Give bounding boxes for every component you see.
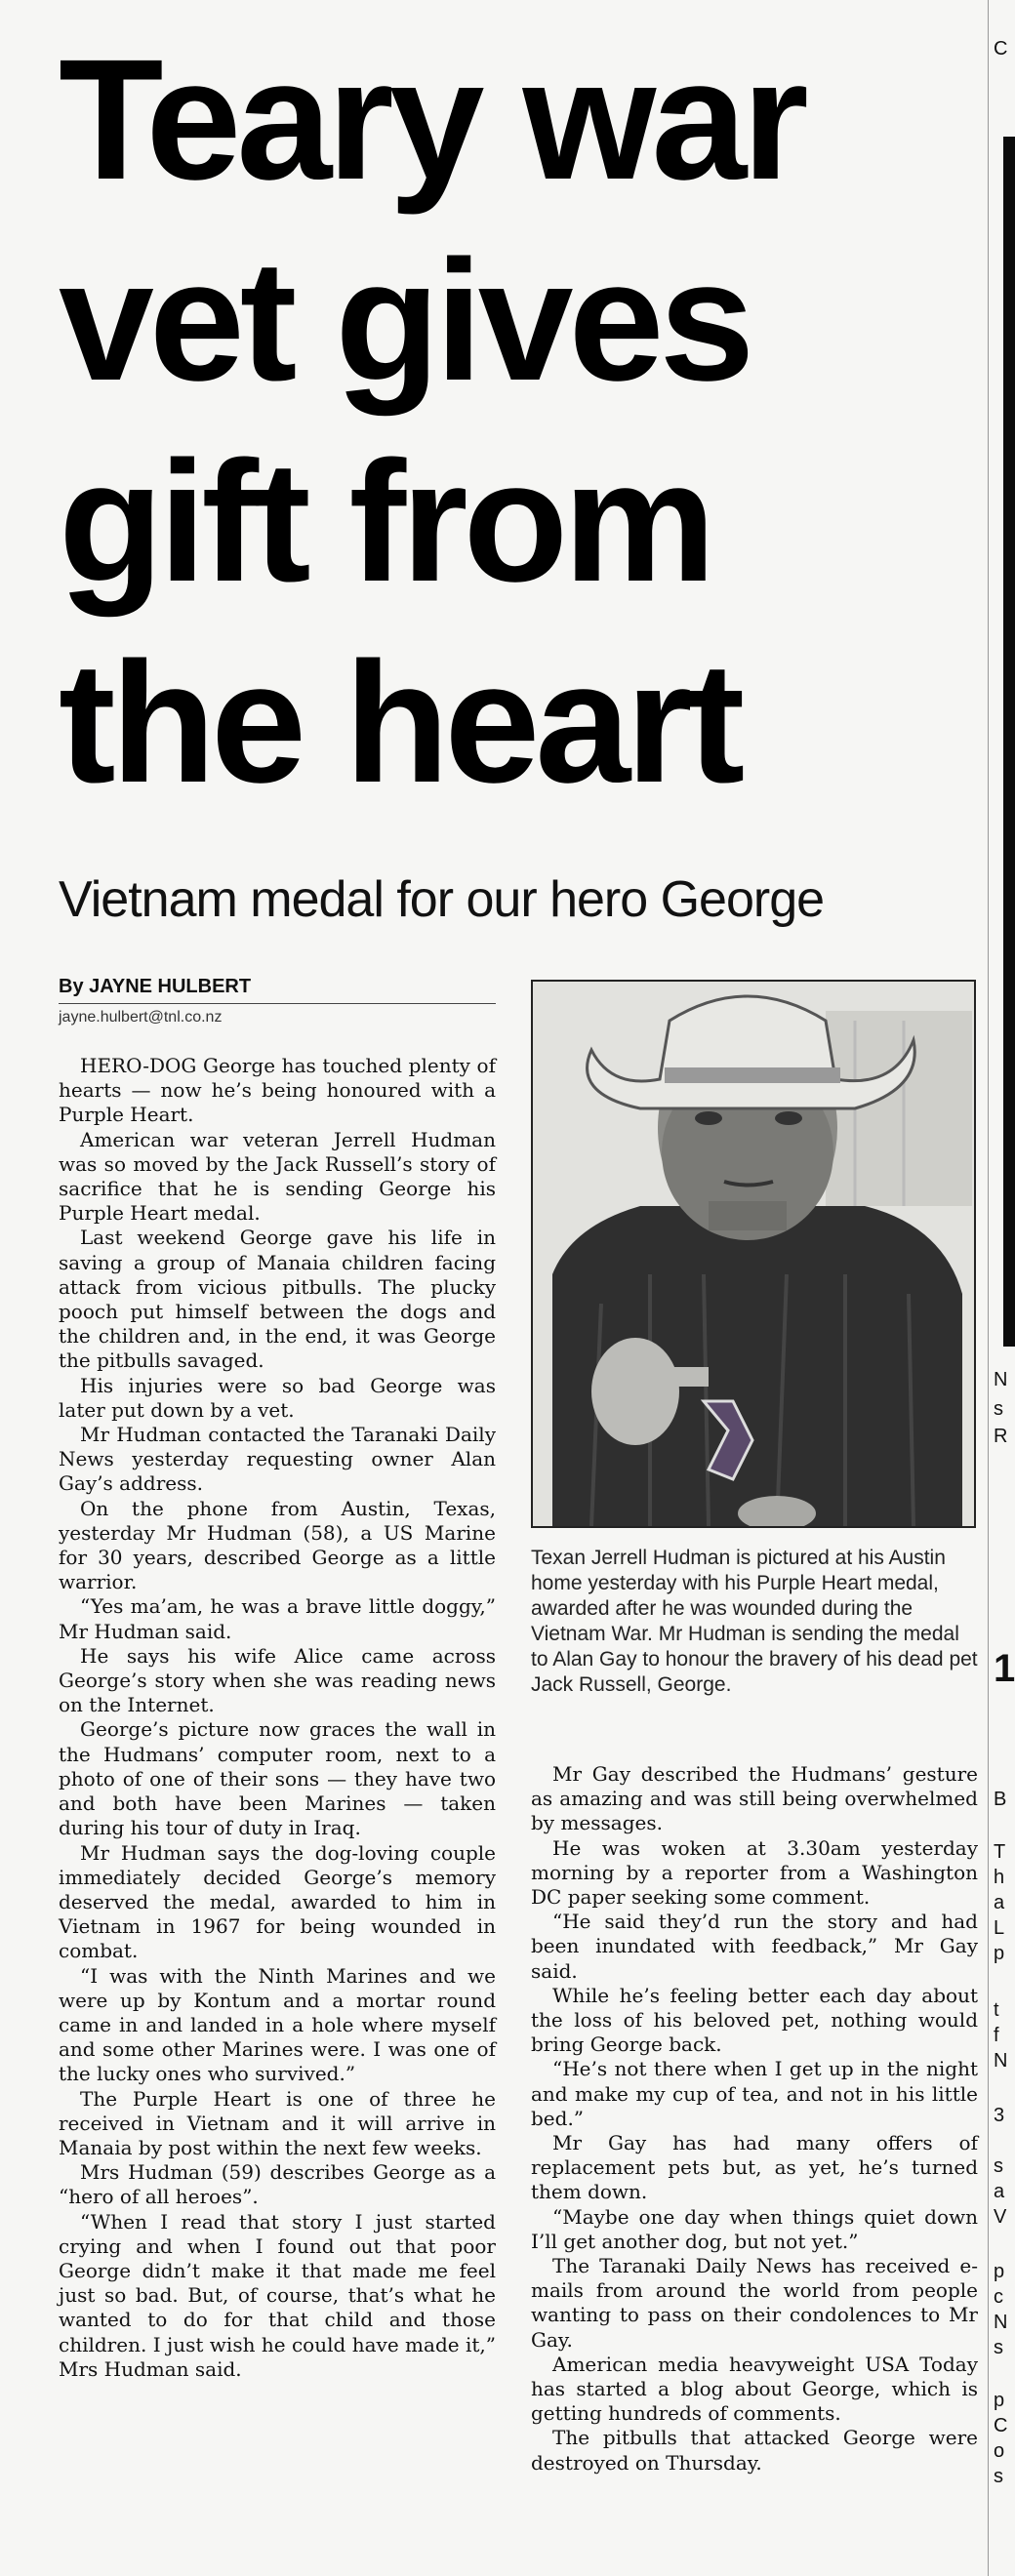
paragraph: Mrs Hudman (59) describes George as a “hero of all heroes”. — [59, 2160, 496, 2209]
paragraph: “When I read that story I just started crying and when I found out that poor George didn’t make it that made me feel just so bad. But, of course, that’s what he wanted to do for that child and those children. I just wish he could have made it,” Mrs Hudman said. — [59, 2209, 496, 2381]
article-column-1 — [59, 1054, 496, 2382]
paragraph: “Maybe one day when things quiet down I’ll get another dog, but not yet.” — [531, 2204, 978, 2253]
paragraph: The Taranaki Daily News has received e-mails from around the world from people wanting to pass on their condolences to Mr Gay. — [531, 2254, 978, 2352]
headline-line: vet gives — [59, 225, 751, 417]
photo-caption: Texan Jerrell Hudman is pictured at his Austin home yesterday with his Purple Heart medal, awarded after he was wounded during the Vietnam War. Mr Hudman is sending the medal to Alan Gay to honour the bravery of his dead pet Jack Russell, George. — [531, 1547, 978, 1696]
paragraph: “He’s not there when I get up in the night and make my cup of tea, and not in his little bed.” — [531, 2057, 978, 2130]
byline-rule — [59, 1003, 496, 1004]
edge-fragment: 3 — [994, 2105, 1005, 2126]
paragraph: His injuries were so bad George was later put down by a vet. — [59, 1373, 496, 1422]
edge-fragment: s — [994, 1398, 1003, 1420]
headline-line: gift from — [59, 426, 711, 618]
edge-fragment: R — [994, 1426, 1008, 1447]
edge-fragment: o — [994, 2440, 1005, 2462]
photo-illustration — [533, 982, 974, 1526]
edge-fragment: L — [994, 1917, 1005, 1939]
paragraph: The pitbulls that attacked George were destroyed on Thursday. — [531, 2426, 978, 2475]
edge-fragment: s — [994, 2337, 1003, 2358]
edge-fragment: p — [994, 1943, 1005, 1964]
paragraph: While he’s feeling better each day about the loss of his beloved pet, nothing would bring George back. — [531, 1983, 978, 2057]
edge-fragment: s — [994, 2155, 1003, 2177]
edge-fragment: C — [994, 2415, 1008, 2436]
paragraph: George’s picture now graces the wall in the Hudmans’ computer room, next to a photo of one of their sons — they have two and both have been Marines — taken during his tour of duty in Iraq. — [59, 1717, 496, 1840]
edge-fragment: T — [994, 1841, 1006, 1863]
edge-fragment: N — [994, 1369, 1008, 1390]
paragraph: The Purple Heart is one of three he received in Vietnam and it will arrive in Manaia by post within the next few weeks. — [59, 2086, 496, 2159]
paragraph: “Yes ma’am, he was a brave little doggy,” Mr Hudman said. — [59, 1594, 496, 1643]
edge-fragment: p — [994, 2390, 1005, 2411]
paragraph: Mr Hudman says the dog-loving couple immediately decided George’s memory deserved the medal, awarded to him in Vietnam in 1967 for being wounded in combat. — [59, 1840, 496, 1963]
paragraph: American war veteran Jerrell Hudman was so moved by the Jack Russell’s story of sacrifice that he is sending George his Purple Heart medal. — [59, 1127, 496, 1226]
byline: By JAYNE HULBERT — [59, 976, 252, 997]
headline-line: the heart — [59, 627, 741, 819]
adjacent-photo-edge — [1003, 137, 1015, 1347]
headline — [59, 20, 956, 824]
paragraph: He says his wife Alice came across George’s story when she was reading news on the Internet. — [59, 1643, 496, 1717]
edge-fragment: f — [994, 2025, 999, 2046]
edge-fragment: c — [994, 2286, 1003, 2308]
edge-fragment: a — [994, 2181, 1005, 2202]
paragraph: Mr Hudman contacted the Taranaki Daily News yesterday requesting owner Alan Gay’s address. — [59, 1423, 496, 1496]
edge-fragment: C — [994, 38, 1008, 60]
paragraph: Mr Gay has had many offers of replacement pets but, as yet, he’s turned them down. — [531, 2131, 978, 2204]
headline-line: Teary war — [59, 24, 804, 216]
paragraph: “He said they’d run the story and had been inundated with feedback,” Mr Gay said. — [531, 1910, 978, 1983]
edge-fragment: s — [994, 2466, 1003, 2487]
paragraph: Last weekend George gave his life in saving a group of Manaia children facing attack from vicious pitbulls. The plucky pooch put himself between the dogs and the children and, in the end, it was George the pitbulls savaged. — [59, 1226, 496, 1373]
edge-fragment: N — [994, 2050, 1008, 2072]
edge-fragment: 1 — [994, 1647, 1015, 1690]
paragraph: HERO-DOG George has touched plenty of hearts — now he’s being honoured with a Purple Heart. — [59, 1054, 496, 1127]
column-divider — [988, 0, 989, 2576]
paragraph: American media heavyweight USA Today has started a blog about George, which is getting hundreds of comments. — [531, 2352, 978, 2426]
edge-fragment: p — [994, 2261, 1005, 2282]
edge-fragment: B — [994, 1789, 1007, 1810]
paragraph: On the phone from Austin, Texas, yesterday Mr Hudman (58), a US Marine for 30 years, described George as a little warrior. — [59, 1496, 496, 1594]
author-email: jayne.hulbert@tnl.co.nz — [59, 1009, 223, 1026]
edge-fragment: h — [994, 1867, 1005, 1888]
edge-fragment: N — [994, 2312, 1008, 2333]
article-column-2 — [531, 1762, 978, 2475]
paragraph: “I was with the Ninth Marines and we were up by Kontum and a mortar round came in and landed in a hole where myself and some other Marines were. I was one of the lucky ones who survived.” — [59, 1963, 496, 2086]
paragraph: He was woken at 3.30am yesterday morning by a reporter from a Washington DC paper seeking some comment. — [531, 1835, 978, 1910]
edge-fragment: a — [994, 1892, 1005, 1913]
photo-jerrell-hudman — [531, 980, 976, 1528]
paragraph: Mr Gay described the Hudmans’ gesture as amazing and was still being overwhelmed by messages. — [531, 1762, 978, 1835]
edge-fragment: t — [994, 1999, 999, 2021]
edge-fragment: V — [994, 2206, 1007, 2228]
subheadline: Vietnam medal for our hero George — [59, 871, 825, 928]
